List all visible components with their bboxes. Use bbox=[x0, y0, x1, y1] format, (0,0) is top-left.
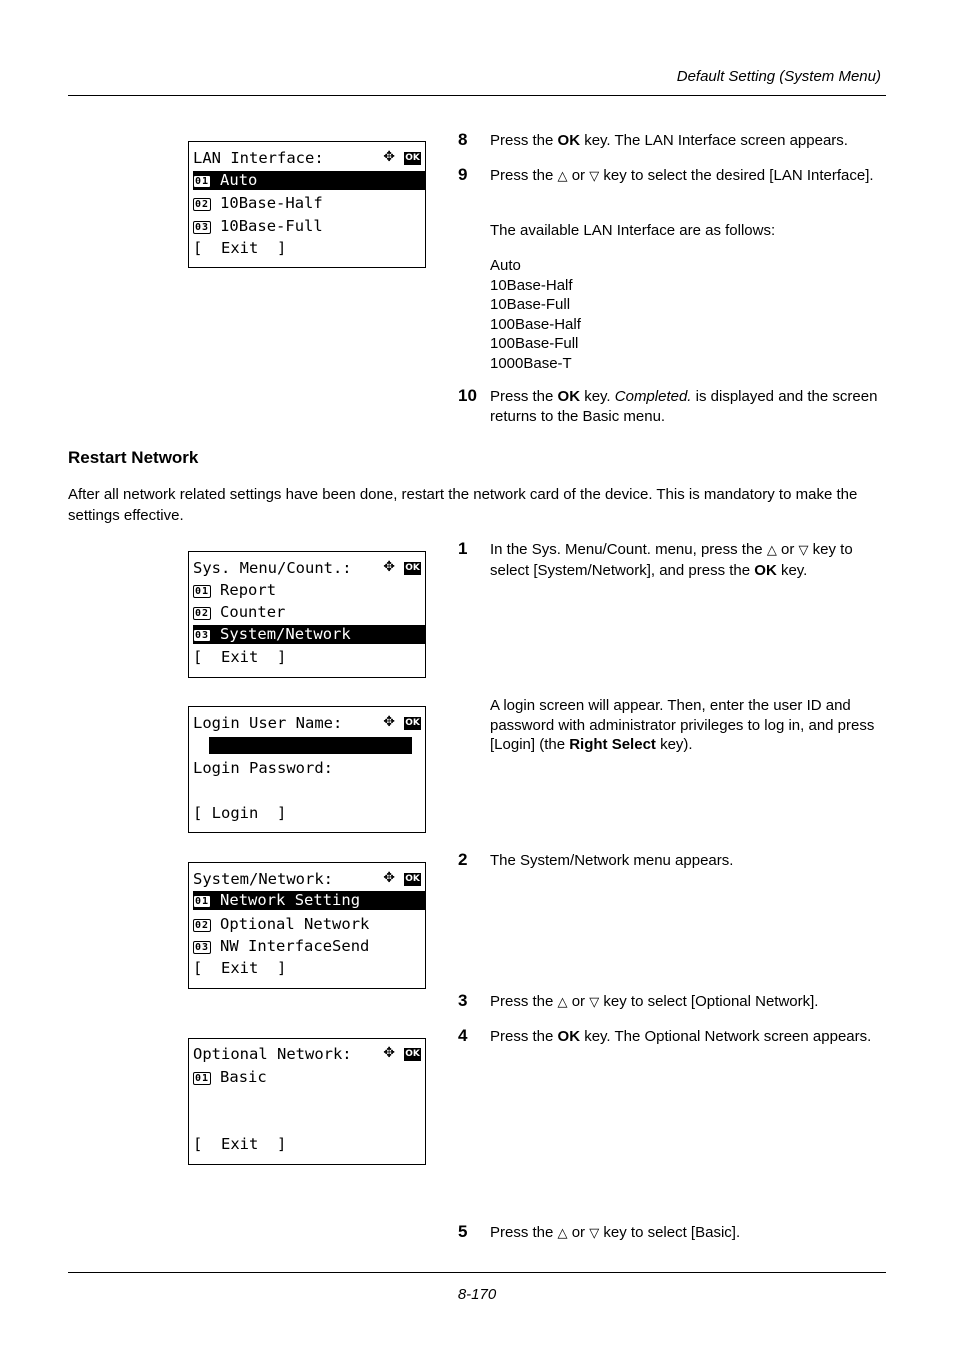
step-9-text: Press the △ or ▽ key to select the desired [LAN Interface]. bbox=[490, 167, 874, 184]
step-number: 5 bbox=[458, 1222, 468, 1241]
step-number: 9 bbox=[458, 165, 468, 184]
lcd-item-selected: 01 Auto bbox=[193, 171, 425, 190]
ok-icon: OK bbox=[405, 153, 420, 163]
ok-icon: OK bbox=[405, 874, 420, 884]
step-number: 2 bbox=[458, 850, 468, 869]
lcd-softkey-exit: [ Exit ] bbox=[193, 648, 287, 666]
down-triangle-icon: ▽ bbox=[589, 995, 600, 1010]
four-way-arrow-icon: ✥ bbox=[383, 149, 395, 165]
step-3-text: Press the △ or ▽ key to select [Optional Network]. bbox=[490, 993, 819, 1010]
lcd-title: Optional Network: bbox=[193, 1045, 352, 1063]
lcd-item: 02 Optional Network bbox=[195, 915, 370, 933]
login-note: A login screen will appear. Then, enter the user ID and password with administrator privileges to log in, and press [Login] (the Right Select key). bbox=[490, 697, 875, 753]
step-number: 4 bbox=[458, 1026, 468, 1045]
ok-icon: OK bbox=[405, 563, 420, 573]
lcd-item: 02 10Base-Half bbox=[195, 194, 323, 212]
lcd-system-network bbox=[188, 862, 426, 989]
step-8-text: Press the OK key. The LAN Interface screen appears. bbox=[490, 132, 848, 149]
lcd-softkey-exit: [ Exit ] bbox=[193, 1135, 287, 1153]
step-1-text: In the Sys. Menu/Count. menu, press the △ or ▽ key to select [System/Network], and press the OK key. bbox=[490, 541, 853, 579]
down-triangle-icon: ▽ bbox=[589, 1226, 600, 1241]
lcd-title: System/Network: bbox=[193, 870, 333, 888]
lcd-title: Login User Name: bbox=[193, 714, 343, 732]
up-triangle-icon: △ bbox=[557, 1226, 568, 1241]
interface-option-list: Auto 10Base-Half 10Base-Full 100Base-Half 100Base-Full 1000Base-T bbox=[490, 257, 581, 372]
step-2-text: The System/Network menu appears. bbox=[490, 852, 734, 869]
footer-rule bbox=[68, 1272, 886, 1273]
available-intro: The available LAN Interface are as follows: bbox=[490, 222, 776, 239]
lcd-item: 03 10Base-Full bbox=[195, 217, 323, 235]
login-user-name-field bbox=[209, 737, 412, 754]
step-4-text: Press the OK key. The Optional Network screen appears. bbox=[490, 1028, 872, 1045]
step-number: 10 bbox=[458, 386, 477, 405]
step-number: 8 bbox=[458, 130, 468, 149]
step-number: 3 bbox=[458, 991, 468, 1010]
up-triangle-icon: △ bbox=[557, 169, 568, 184]
down-triangle-icon: ▽ bbox=[798, 543, 809, 558]
section-intro: After all network related settings have been done, restart the network card of the device. This is mandatory to make the settings effective. bbox=[68, 486, 858, 524]
lcd-login bbox=[188, 706, 426, 833]
four-way-arrow-icon: ✥ bbox=[383, 559, 395, 575]
lcd-item-selected: 01 Network Setting bbox=[193, 891, 425, 910]
four-way-arrow-icon: ✥ bbox=[383, 714, 395, 730]
ok-icon: OK bbox=[405, 718, 420, 728]
lcd-optional-network bbox=[188, 1038, 426, 1165]
step-number: 1 bbox=[458, 539, 468, 558]
lcd-softkey-exit: [ Exit ] bbox=[193, 959, 287, 977]
lcd-softkey-login: [ Login ] bbox=[193, 804, 287, 822]
step-5-text: Press the △ or ▽ key to select [Basic]. bbox=[490, 1224, 741, 1241]
lcd-lan-interface bbox=[188, 141, 426, 268]
login-password-label: Login Password: bbox=[193, 759, 333, 777]
lcd-sys-menu bbox=[188, 551, 426, 678]
lcd-item: 01 Basic bbox=[195, 1068, 267, 1086]
lcd-title: LAN Interface: bbox=[193, 149, 324, 167]
lcd-item: 03 NW InterfaceSend bbox=[195, 937, 370, 955]
up-triangle-icon: △ bbox=[766, 543, 777, 558]
page-number: 8-170 bbox=[457, 1286, 497, 1303]
header-rule bbox=[68, 95, 886, 96]
lcd-item-selected: 03 System/Network bbox=[193, 625, 425, 644]
up-triangle-icon: △ bbox=[557, 995, 568, 1010]
lcd-item: 01 Report bbox=[195, 581, 277, 599]
step-10-text: Press the OK key. Completed. is displayed and the screen returns to the Basic menu. bbox=[490, 388, 878, 425]
four-way-arrow-icon: ✥ bbox=[383, 870, 395, 886]
down-triangle-icon: ▽ bbox=[589, 169, 600, 184]
running-header: Default Setting (System Menu) bbox=[676, 68, 881, 85]
lcd-title: Sys. Menu/Count.: bbox=[193, 559, 352, 577]
ok-icon: OK bbox=[405, 1049, 420, 1059]
section-title: Restart Network bbox=[68, 448, 199, 467]
lcd-item: 02 Counter bbox=[195, 603, 286, 621]
lcd-softkey-exit: [ Exit ] bbox=[193, 239, 287, 257]
four-way-arrow-icon: ✥ bbox=[383, 1045, 395, 1061]
